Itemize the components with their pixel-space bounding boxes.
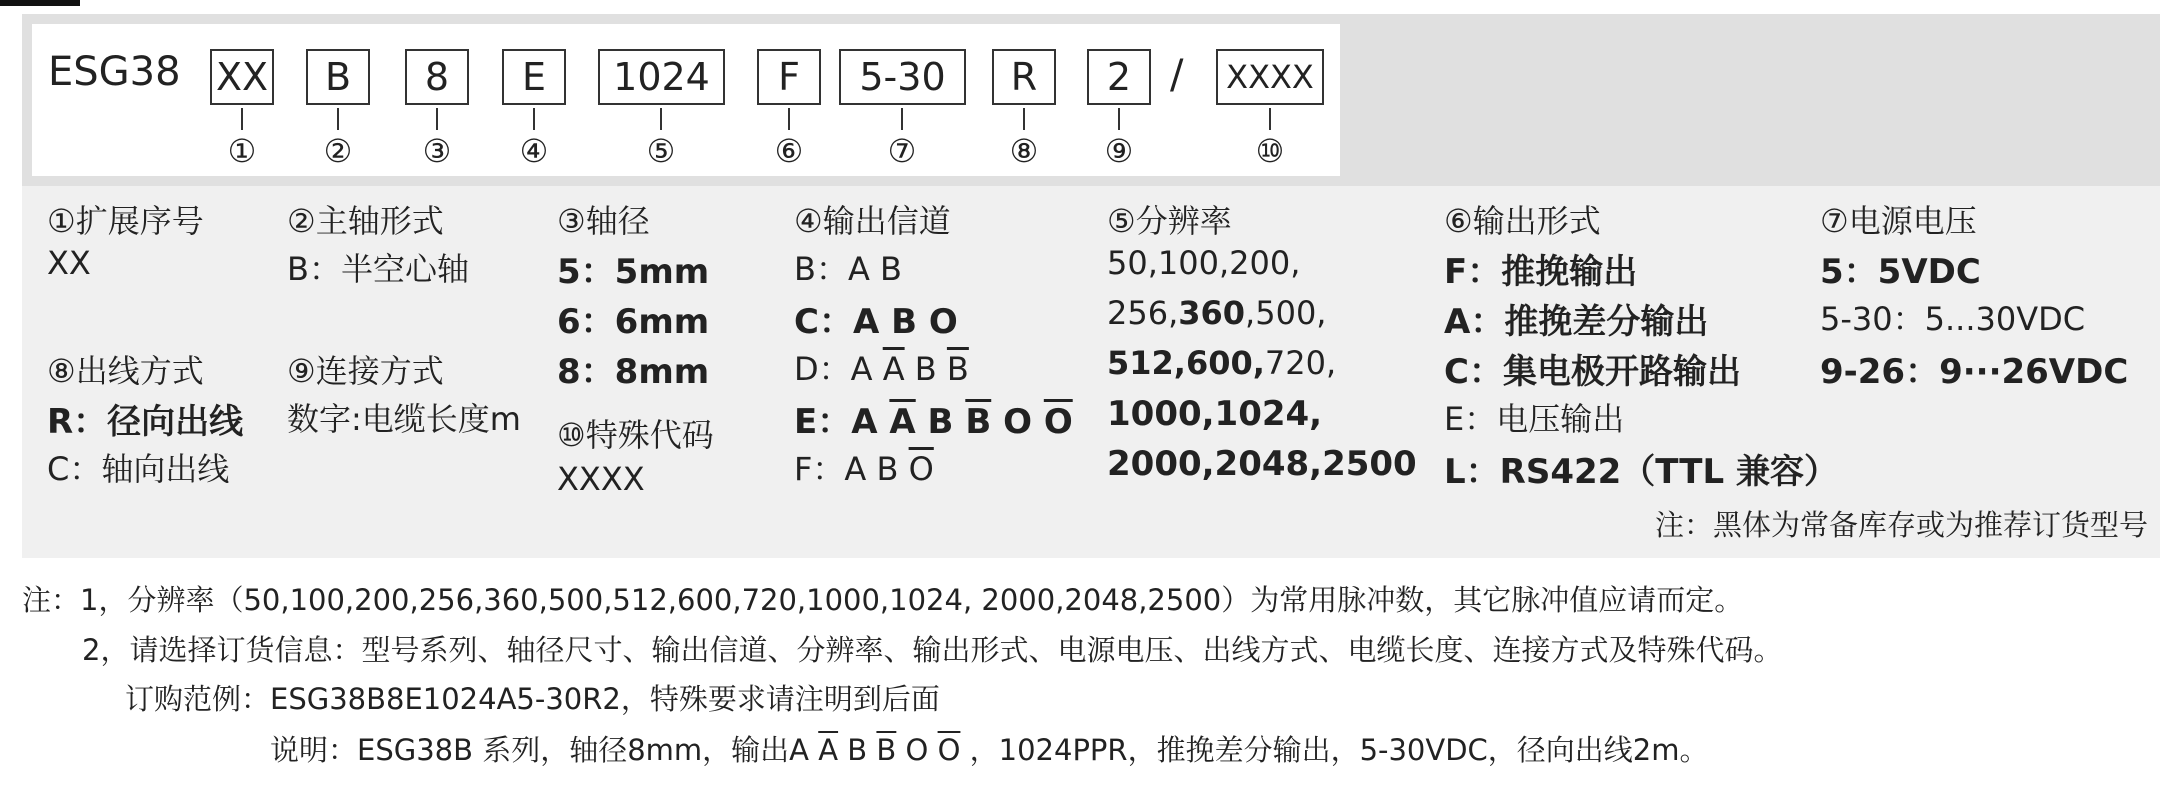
- marker-5: ⑤: [646, 132, 676, 170]
- spec-panel: [22, 186, 2160, 558]
- output-type-c: C：集电极开路输出: [1444, 352, 1741, 392]
- cable-exit-axial: C：轴向出线: [47, 450, 230, 488]
- tick-8: [1023, 108, 1025, 130]
- resolution-256: 256,: [1107, 294, 1179, 332]
- tick-4: [533, 108, 535, 130]
- code-box-5: 1024: [598, 49, 725, 105]
- special-code-value: XXXX: [557, 460, 645, 498]
- resolution-360: 360: [1178, 294, 1246, 332]
- shaft-diameter-6: 6：6mm: [557, 302, 710, 342]
- code-slash: /: [1170, 52, 1184, 98]
- marker-9: ⑨: [1104, 132, 1134, 170]
- output-channel-f-prefix: F：A B: [794, 450, 909, 488]
- order-example-desc: [270, 728, 1709, 769]
- desc-a-bar: $\overline{A}$: [818, 733, 839, 767]
- code-box-1: XX: [210, 49, 274, 105]
- output-channel-e-mid2: O: [991, 402, 1044, 442]
- code-box-7: 5-30: [839, 49, 966, 105]
- desc-prefix: 说明：ESG38B 系列，轴径8mm，输出A: [270, 733, 819, 767]
- desc-suffix: ，1024PPR，推挽差分输出，5-30VDC，径向出线2m。: [960, 733, 1709, 767]
- output-channel-title: ④输出信道: [794, 202, 951, 240]
- ext-seq-title: ①扩展序号: [47, 202, 204, 240]
- resolution-line-4: 1000,1024,: [1107, 394, 1323, 434]
- stock-note: 注：黑体为常备库存或为推荐订货型号: [1654, 508, 2148, 542]
- code-box-10: XXXX: [1216, 49, 1324, 105]
- output-type-f: F：推挽输出: [1444, 252, 1638, 292]
- resolution-720: 720,: [1264, 344, 1337, 382]
- output-channel-e-prefix: E：A: [794, 402, 890, 442]
- code-panel: [22, 14, 2160, 186]
- note-1: 注：1，分辨率（50,100,200,256,360,500,512,600,720,1000,1024, 2000,2048,2500）为常用脉冲数，其它脉冲值应请而定。: [22, 583, 1744, 617]
- connection-value: 数字:电缆长度m: [287, 400, 521, 438]
- supply-voltage-5-30: 5-30：5...30VDC: [1820, 300, 2086, 338]
- tick-10: [1269, 108, 1271, 130]
- special-code-title: ⑩特殊代码: [557, 416, 714, 454]
- desc-mid: B: [838, 733, 877, 767]
- output-channel-d: [794, 344, 969, 390]
- resolution-line-2: [1107, 294, 1326, 332]
- resolution-512-600: 512,600,: [1107, 344, 1265, 382]
- resolution-500: ,500,: [1245, 294, 1327, 332]
- output-channel-d-mid: B: [904, 350, 947, 388]
- supply-voltage-9-26: 9-26：9···26VDC: [1820, 352, 2129, 392]
- output-channel-b: B：A B: [794, 250, 902, 288]
- ext-seq-value: XX: [47, 244, 91, 282]
- order-example: 订购范例：ESG38B8E1024A5-30R2，特殊要求请注明到后面: [125, 682, 940, 716]
- marker-4: ④: [519, 132, 549, 170]
- output-channel-d-a-bar: $\overline{A}$: [882, 350, 905, 388]
- marker-1: ①: [227, 132, 257, 170]
- marker-7: ⑦: [887, 132, 917, 170]
- marker-3: ③: [422, 132, 452, 170]
- tick-2: [337, 108, 339, 130]
- note-2: 2，请选择订货信息：型号系列、轴径尺寸、输出信道、分辨率、输出形式、电源电压、出线方式、电缆长度、连接方式及特殊代码。: [82, 633, 1783, 667]
- supply-voltage-5: 5：5VDC: [1820, 252, 1981, 292]
- shaft-diameter-8: 8：8mm: [557, 352, 710, 392]
- tick-1: [241, 108, 243, 130]
- desc-b-bar: $\overline{B}$: [876, 733, 897, 767]
- output-type-e: E：电压输出: [1444, 400, 1625, 438]
- marker-6: ⑥: [774, 132, 804, 170]
- tick-5: [660, 108, 662, 130]
- output-type-l: L：RS422（TTL 兼容）: [1444, 452, 1838, 492]
- tick-9: [1118, 108, 1120, 130]
- marker-10: ⑩: [1255, 132, 1285, 170]
- marker-2: ②: [323, 132, 353, 170]
- cable-exit-radial: R：径向出线: [47, 402, 244, 442]
- cable-exit-title: ⑧出线方式: [47, 352, 204, 390]
- tick-3: [436, 108, 438, 130]
- resolution-title: ⑤分辨率: [1107, 202, 1232, 240]
- resolution-line-3: [1107, 344, 1336, 382]
- output-channel-e-o-bar: $\overline{O}$: [1043, 402, 1073, 442]
- output-channel-d-prefix: D：A: [794, 350, 883, 388]
- shaft-type-value: B：半空心轴: [287, 250, 469, 288]
- tick-6: [788, 108, 790, 130]
- resolution-line-5: 2000,2048,2500: [1107, 444, 1417, 484]
- code-card: [32, 24, 1340, 176]
- output-channel-f-o-bar: $\overline{O}$: [908, 450, 934, 488]
- output-channel-e-b-bar: $\overline{B}$: [965, 402, 992, 442]
- output-channel-d-b-bar: $\overline{B}$: [946, 350, 969, 388]
- output-channel-c: C：A B O: [794, 302, 958, 342]
- marker-8: ⑧: [1009, 132, 1039, 170]
- code-box-6: F: [757, 49, 821, 105]
- shaft-diameter-title: ③轴径: [557, 202, 650, 240]
- tick-7: [901, 108, 903, 130]
- code-box-8: R: [992, 49, 1056, 105]
- shaft-type-title: ②主轴形式: [287, 202, 444, 240]
- code-box-4: E: [502, 49, 566, 105]
- model-prefix: ESG38: [48, 49, 181, 95]
- connection-title: ⑨连接方式: [287, 352, 444, 390]
- code-box-3: 8: [405, 49, 469, 105]
- supply-voltage-title: ⑦电源电压: [1820, 202, 1977, 240]
- resolution-line-1: 50,100,200,: [1107, 244, 1301, 282]
- code-box-2: B: [306, 49, 370, 105]
- output-channel-e: [794, 394, 1073, 443]
- output-type-a: A：推挽差分输出: [1444, 302, 1709, 342]
- desc-mid2: O: [896, 733, 938, 767]
- output-channel-e-a-bar: $\overline{A}$: [889, 402, 916, 442]
- output-channel-f: [794, 444, 934, 490]
- output-type-title: ⑥输出形式: [1444, 202, 1601, 240]
- shaft-diameter-5: 5：5mm: [557, 252, 710, 292]
- output-channel-e-mid: B: [915, 402, 966, 442]
- code-box-9: 2: [1087, 49, 1151, 105]
- desc-o-bar: $\overline{O}$: [937, 733, 961, 767]
- top-rule: [0, 0, 80, 6]
